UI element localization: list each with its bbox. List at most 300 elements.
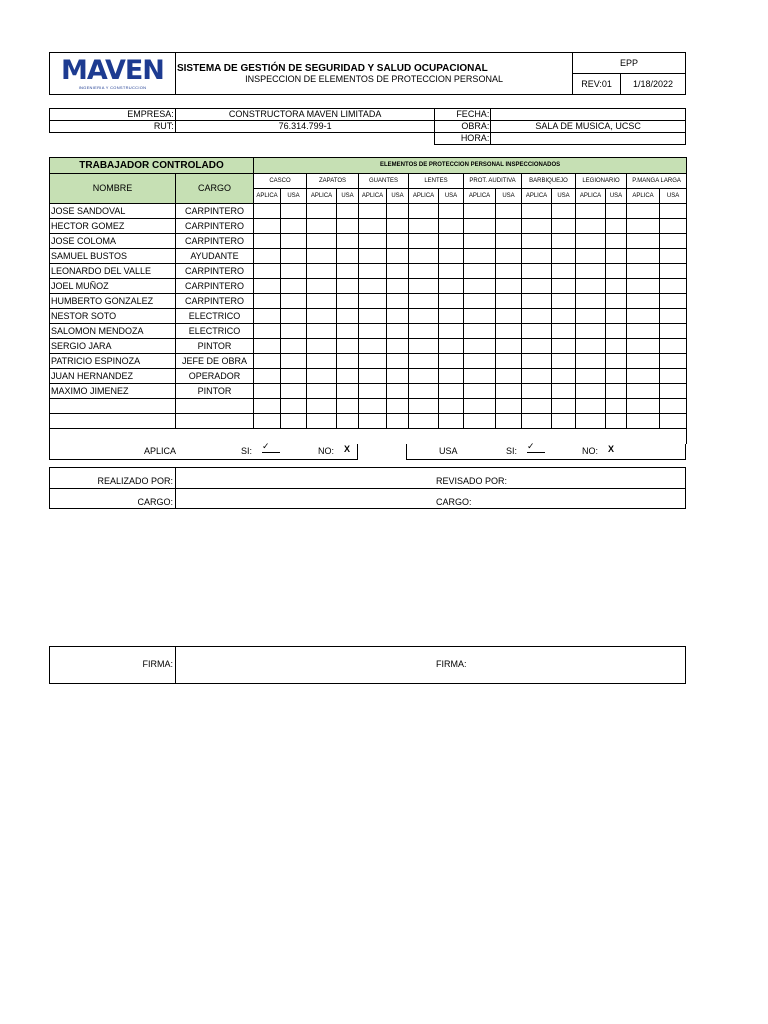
usa-cell[interactable]	[496, 339, 522, 354]
usa-cell[interactable]	[387, 399, 409, 414]
worker-name: SERGIO JARA	[50, 339, 176, 354]
aplica-cell[interactable]	[409, 249, 439, 264]
aplica-cell[interactable]	[522, 249, 552, 264]
aplica-cell[interactable]	[627, 264, 660, 279]
aplica-cell[interactable]	[254, 414, 281, 429]
document-title: SISTEMA DE GESTIÓN DE SEGURIDAD Y SALUD OCUPACIONAL	[175, 53, 572, 74]
worker-cargo: CARPINTERO	[176, 279, 254, 294]
usa-cell[interactable]	[552, 414, 576, 429]
usa-cell[interactable]	[439, 279, 464, 294]
aplica-cell[interactable]	[627, 279, 660, 294]
aplica-cell[interactable]	[359, 279, 387, 294]
aplica-cell[interactable]	[464, 399, 496, 414]
aplica-cell[interactable]	[409, 324, 439, 339]
table-row	[50, 204, 687, 219]
aplica-cell[interactable]	[522, 219, 552, 234]
aplica-cell[interactable]	[254, 309, 281, 324]
usa-cell[interactable]	[496, 294, 522, 309]
aplica-cell[interactable]	[359, 369, 387, 384]
aplica-cell[interactable]	[464, 354, 496, 369]
aplica-cell[interactable]	[464, 234, 496, 249]
aplica-cell[interactable]	[464, 279, 496, 294]
aplica-cell[interactable]	[409, 264, 439, 279]
document-header	[49, 52, 686, 95]
aplica-cell[interactable]	[627, 249, 660, 264]
aplica-cell[interactable]	[307, 234, 337, 249]
aplica-cell[interactable]	[307, 384, 337, 399]
aplica-cell[interactable]	[522, 369, 552, 384]
usa-cell[interactable]	[439, 219, 464, 234]
usa-cell[interactable]	[337, 294, 359, 309]
aplica-cell[interactable]	[409, 219, 439, 234]
company-info	[49, 108, 686, 145]
category-header: LENTES	[409, 174, 464, 189]
usa-cell[interactable]	[387, 369, 409, 384]
aplica-cell[interactable]	[359, 354, 387, 369]
aplica-cell[interactable]	[576, 249, 606, 264]
usa-cell[interactable]	[387, 204, 409, 219]
aplica-cell[interactable]	[464, 339, 496, 354]
category-header: CASCO	[254, 174, 307, 189]
usa-cell[interactable]	[439, 294, 464, 309]
aplica-cell[interactable]	[359, 234, 387, 249]
firma-field[interactable]	[176, 647, 435, 683]
aplica-cell[interactable]	[576, 339, 606, 354]
worker-name: NESTOR SOTO	[50, 309, 176, 324]
aplica-cell[interactable]	[522, 264, 552, 279]
worker-name: JOEL MUÑOZ	[50, 279, 176, 294]
usa-cell[interactable]	[281, 234, 307, 249]
usa-cell[interactable]	[387, 384, 409, 399]
usa-cell[interactable]	[606, 339, 627, 354]
usa-cell[interactable]	[439, 264, 464, 279]
usa-cell[interactable]	[337, 369, 359, 384]
aplica-cell[interactable]	[464, 369, 496, 384]
aplica-cell[interactable]	[464, 294, 496, 309]
usa-cell[interactable]	[496, 309, 522, 324]
usa-cell[interactable]	[439, 234, 464, 249]
aplica-cell[interactable]	[522, 279, 552, 294]
usa-cell[interactable]	[660, 204, 687, 219]
aplica-cell[interactable]	[359, 204, 387, 219]
aplica-cell[interactable]	[576, 279, 606, 294]
usa-cell[interactable]	[337, 354, 359, 369]
usa-cell[interactable]	[439, 414, 464, 429]
usa-cell[interactable]	[552, 384, 576, 399]
usa-cell[interactable]	[606, 309, 627, 324]
aplica-cell[interactable]	[464, 219, 496, 234]
aplica-cell[interactable]	[307, 279, 337, 294]
usa-cell[interactable]	[439, 339, 464, 354]
usa-cell[interactable]	[281, 384, 307, 399]
usa-cell[interactable]	[439, 324, 464, 339]
aplica-subheader: APLICA	[409, 189, 439, 204]
si-label: SI:	[241, 446, 253, 456]
usa-cell[interactable]	[281, 309, 307, 324]
usa-cell[interactable]	[552, 234, 576, 249]
usa-cell[interactable]	[660, 294, 687, 309]
usa-cell[interactable]	[552, 204, 576, 219]
aplica-cell[interactable]	[359, 339, 387, 354]
usa-cell[interactable]	[439, 354, 464, 369]
aplica-cell[interactable]	[627, 339, 660, 354]
usa-cell[interactable]	[660, 369, 687, 384]
usa-cell[interactable]	[660, 339, 687, 354]
usa-cell[interactable]	[496, 279, 522, 294]
usa-cell[interactable]	[439, 369, 464, 384]
logo-subtitle: INGENIERIA Y CONSTRUCCION	[78, 84, 147, 90]
aplica-cell[interactable]	[307, 219, 337, 234]
usa-cell[interactable]	[387, 339, 409, 354]
usa-cell[interactable]	[552, 219, 576, 234]
aplica-cell[interactable]	[254, 264, 281, 279]
usa-cell[interactable]	[496, 369, 522, 384]
table-row	[50, 249, 687, 264]
usa-cell[interactable]	[337, 414, 359, 429]
aplica-cell[interactable]	[254, 204, 281, 219]
x-icon: X	[344, 444, 351, 454]
rut-label: RUT:	[50, 121, 176, 133]
usa-cell[interactable]	[337, 399, 359, 414]
aplica-cell[interactable]	[576, 204, 606, 219]
table-row	[50, 219, 687, 234]
worker-cargo	[176, 414, 254, 429]
usa-cell[interactable]	[660, 399, 687, 414]
usa-cell[interactable]	[281, 324, 307, 339]
aplica-cell[interactable]	[576, 414, 606, 429]
aplica-cell[interactable]	[409, 234, 439, 249]
aplica-cell[interactable]	[254, 234, 281, 249]
usa-cell[interactable]	[496, 324, 522, 339]
empresa-value: CONSTRUCTORA MAVEN LIMITADA	[175, 109, 435, 121]
usa-cell[interactable]	[281, 264, 307, 279]
aplica-legend-label: APLICA	[144, 446, 177, 456]
aplica-cell[interactable]	[576, 264, 606, 279]
aplica-cell[interactable]	[576, 309, 606, 324]
usa-cell[interactable]	[660, 249, 687, 264]
usa-cell[interactable]	[337, 384, 359, 399]
aplica-cell[interactable]	[254, 384, 281, 399]
aplica-cell[interactable]	[254, 354, 281, 369]
obra-value: SALA DE MUSICA, UCSC	[491, 121, 686, 133]
aplica-cell[interactable]	[627, 219, 660, 234]
usa-cell[interactable]	[606, 324, 627, 339]
usa-cell[interactable]	[606, 414, 627, 429]
usa-cell[interactable]	[337, 219, 359, 234]
usa-cell[interactable]	[660, 384, 687, 399]
aplica-cell[interactable]	[359, 309, 387, 324]
aplica-cell[interactable]	[307, 399, 337, 414]
usa-cell[interactable]	[281, 354, 307, 369]
hora-label: HORA:	[435, 133, 491, 145]
usa-cell[interactable]	[606, 294, 627, 309]
table-row	[50, 369, 687, 384]
usa-cell[interactable]	[439, 249, 464, 264]
aplica-cell[interactable]	[254, 294, 281, 309]
aplica-cell[interactable]	[464, 309, 496, 324]
usa-cell[interactable]	[552, 399, 576, 414]
aplica-subheader: APLICA	[359, 189, 387, 204]
check-icon-usa: ✓	[527, 441, 545, 453]
usa-cell[interactable]	[439, 204, 464, 219]
usa-cell[interactable]	[606, 204, 627, 219]
usa-cell[interactable]	[439, 309, 464, 324]
usa-cell[interactable]	[337, 309, 359, 324]
aplica-cell[interactable]	[522, 324, 552, 339]
usa-subheader: USA	[606, 189, 627, 204]
usa-cell[interactable]	[552, 294, 576, 309]
fecha-value[interactable]	[491, 109, 686, 121]
usa-cell[interactable]	[552, 339, 576, 354]
usa-cell[interactable]	[606, 369, 627, 384]
aplica-cell[interactable]	[627, 414, 660, 429]
aplica-cell[interactable]	[307, 309, 337, 324]
aplica-cell[interactable]	[464, 324, 496, 339]
usa-cell[interactable]	[387, 279, 409, 294]
usa-cell[interactable]	[552, 354, 576, 369]
usa-cell[interactable]	[387, 249, 409, 264]
aplica-cell[interactable]	[254, 324, 281, 339]
aplica-cell[interactable]	[576, 369, 606, 384]
usa-cell[interactable]	[439, 384, 464, 399]
usa-subheader: USA	[281, 189, 307, 204]
usa-cell[interactable]	[660, 279, 687, 294]
usa-cell[interactable]	[496, 414, 522, 429]
usa-cell[interactable]	[496, 264, 522, 279]
usa-cell[interactable]	[387, 354, 409, 369]
aplica-cell[interactable]	[627, 294, 660, 309]
usa-cell[interactable]	[552, 264, 576, 279]
aplica-cell[interactable]	[307, 264, 337, 279]
aplica-cell[interactable]	[576, 384, 606, 399]
aplica-cell[interactable]	[522, 234, 552, 249]
aplica-cell[interactable]	[627, 384, 660, 399]
usa-cell[interactable]	[387, 309, 409, 324]
usa-cell[interactable]	[387, 324, 409, 339]
usa-cell[interactable]	[496, 219, 522, 234]
usa-cell[interactable]	[606, 264, 627, 279]
usa-cell[interactable]	[387, 234, 409, 249]
usa-subheader: USA	[387, 189, 409, 204]
aplica-cell[interactable]	[307, 204, 337, 219]
usa-cell[interactable]	[337, 234, 359, 249]
usa-cell[interactable]	[552, 309, 576, 324]
aplica-cell[interactable]	[359, 294, 387, 309]
usa-cell[interactable]	[337, 324, 359, 339]
aplica-cell[interactable]	[409, 414, 439, 429]
usa-cell[interactable]	[281, 414, 307, 429]
usa-cell[interactable]	[660, 219, 687, 234]
usa-cell[interactable]	[387, 264, 409, 279]
usa-cell[interactable]	[337, 279, 359, 294]
aplica-cell[interactable]	[359, 384, 387, 399]
usa-cell[interactable]	[606, 234, 627, 249]
aplica-cell[interactable]	[409, 384, 439, 399]
category-header: GUANTES	[359, 174, 409, 189]
usa-cell[interactable]	[281, 369, 307, 384]
aplica-cell[interactable]	[627, 234, 660, 249]
usa-cell[interactable]	[552, 369, 576, 384]
aplica-cell[interactable]	[409, 294, 439, 309]
category-header: ZAPATOS	[307, 174, 359, 189]
logo-word: MAVEN	[61, 54, 164, 86]
usa-cell[interactable]	[552, 249, 576, 264]
usa-cell[interactable]	[281, 339, 307, 354]
aplica-subheader: APLICA	[464, 189, 496, 204]
usa-legend-label: USA	[439, 446, 458, 456]
aplica-cell[interactable]	[409, 204, 439, 219]
aplica-cell[interactable]	[627, 399, 660, 414]
usa-cell[interactable]	[387, 294, 409, 309]
aplica-cell[interactable]	[359, 219, 387, 234]
aplica-cell[interactable]	[576, 234, 606, 249]
usa-cell[interactable]	[606, 249, 627, 264]
aplica-cell[interactable]	[522, 309, 552, 324]
aplica-cell[interactable]	[576, 219, 606, 234]
signature-box	[49, 646, 686, 684]
usa-cell[interactable]	[337, 204, 359, 219]
aplica-cell[interactable]	[307, 294, 337, 309]
usa-cell[interactable]	[281, 204, 307, 219]
worker-cargo: ELECTRICO	[176, 309, 254, 324]
aplica-cell[interactable]	[522, 339, 552, 354]
table-row	[50, 414, 687, 429]
aplica-cell[interactable]	[307, 414, 337, 429]
usa-cell[interactable]	[281, 294, 307, 309]
worker-name: PATRICIO ESPINOZA	[50, 354, 176, 369]
usa-cell[interactable]	[387, 219, 409, 234]
usa-cell[interactable]	[281, 219, 307, 234]
realizado-field[interactable]	[176, 468, 435, 488]
aplica-cell[interactable]	[576, 399, 606, 414]
usa-cell[interactable]	[660, 264, 687, 279]
usa-cell[interactable]	[281, 279, 307, 294]
aplica-cell[interactable]	[254, 399, 281, 414]
aplica-cell[interactable]	[522, 414, 552, 429]
usa-cell[interactable]	[552, 324, 576, 339]
aplica-cell[interactable]	[307, 249, 337, 264]
aplica-cell[interactable]	[359, 414, 387, 429]
aplica-cell[interactable]	[409, 399, 439, 414]
usa-cell[interactable]	[387, 414, 409, 429]
aplica-cell[interactable]	[576, 294, 606, 309]
usa-cell[interactable]	[660, 309, 687, 324]
aplica-cell[interactable]	[627, 309, 660, 324]
usa-cell[interactable]	[496, 249, 522, 264]
usa-cell[interactable]	[606, 279, 627, 294]
aplica-cell[interactable]	[409, 279, 439, 294]
worker-cargo: CARPINTERO	[176, 264, 254, 279]
usa-cell[interactable]	[660, 354, 687, 369]
aplica-cell[interactable]	[522, 354, 552, 369]
aplica-cell[interactable]	[627, 369, 660, 384]
aplica-subheader: APLICA	[522, 189, 552, 204]
si-label-usa: SI:	[506, 446, 518, 456]
aplica-cell[interactable]	[359, 324, 387, 339]
usa-cell[interactable]	[496, 354, 522, 369]
aplica-cell[interactable]	[522, 294, 552, 309]
aplica-cell[interactable]	[307, 324, 337, 339]
usa-cell[interactable]	[439, 399, 464, 414]
aplica-cell[interactable]	[307, 354, 337, 369]
usa-cell[interactable]	[552, 279, 576, 294]
usa-cell[interactable]	[660, 324, 687, 339]
aplica-cell[interactable]	[464, 264, 496, 279]
category-header: LEGIONARIO	[576, 174, 627, 189]
aplica-cell[interactable]	[254, 279, 281, 294]
aplica-cell[interactable]	[576, 324, 606, 339]
worker-cargo: CARPINTERO	[176, 234, 254, 249]
usa-cell[interactable]	[606, 399, 627, 414]
aplica-cell[interactable]	[254, 219, 281, 234]
aplica-cell[interactable]	[627, 324, 660, 339]
firma-label-right: FIRMA:	[436, 659, 467, 669]
aplica-cell[interactable]	[627, 354, 660, 369]
aplica-cell[interactable]	[576, 354, 606, 369]
usa-cell[interactable]	[606, 219, 627, 234]
aplica-cell[interactable]	[522, 399, 552, 414]
aplica-cell[interactable]	[359, 399, 387, 414]
elements-header: ELEMENTOS DE PROTECCION PERSONAL INSPECCIONADOS	[254, 158, 687, 174]
aplica-cell[interactable]	[254, 339, 281, 354]
usa-cell[interactable]	[496, 204, 522, 219]
aplica-cell[interactable]	[627, 204, 660, 219]
aplica-cell[interactable]	[307, 339, 337, 354]
aplica-cell[interactable]	[359, 249, 387, 264]
usa-cell[interactable]	[337, 249, 359, 264]
aplica-cell[interactable]	[409, 339, 439, 354]
usa-cell[interactable]	[281, 249, 307, 264]
aplica-cell[interactable]	[464, 384, 496, 399]
aplica-cell[interactable]	[522, 204, 552, 219]
table-row	[50, 324, 687, 339]
worker-name: SALOMON MENDOZA	[50, 324, 176, 339]
usa-subheader: USA	[660, 189, 687, 204]
empresa-label: EMPRESA:	[50, 109, 176, 121]
usa-cell[interactable]	[660, 414, 687, 429]
usa-cell[interactable]	[337, 264, 359, 279]
usa-cell[interactable]	[660, 234, 687, 249]
usa-cell[interactable]	[496, 399, 522, 414]
aplica-cell[interactable]	[254, 249, 281, 264]
hora-value[interactable]	[491, 133, 686, 145]
usa-cell[interactable]	[606, 354, 627, 369]
no-label-usa: NO:	[582, 446, 599, 456]
aplica-cell[interactable]	[409, 354, 439, 369]
aplica-cell[interactable]	[522, 384, 552, 399]
cargo-field[interactable]	[176, 489, 435, 508]
aplica-cell[interactable]	[359, 264, 387, 279]
aplica-cell[interactable]	[307, 369, 337, 384]
aplica-cell[interactable]	[464, 249, 496, 264]
aplica-cell[interactable]	[464, 204, 496, 219]
aplica-cell[interactable]	[409, 309, 439, 324]
usa-cell[interactable]	[496, 384, 522, 399]
usa-cell[interactable]	[496, 234, 522, 249]
aplica-cell[interactable]	[254, 369, 281, 384]
usa-cell[interactable]	[337, 339, 359, 354]
usa-cell[interactable]	[606, 384, 627, 399]
aplica-cell[interactable]	[409, 369, 439, 384]
worker-name: HECTOR GOMEZ	[50, 219, 176, 234]
aplica-cell[interactable]	[464, 414, 496, 429]
usa-cell[interactable]	[281, 399, 307, 414]
document-date: 1/18/2022	[621, 74, 686, 95]
legend-row	[49, 441, 686, 460]
table-row	[50, 264, 687, 279]
logo	[50, 53, 176, 95]
worker-header: TRABAJADOR CONTROLADO	[50, 158, 254, 174]
